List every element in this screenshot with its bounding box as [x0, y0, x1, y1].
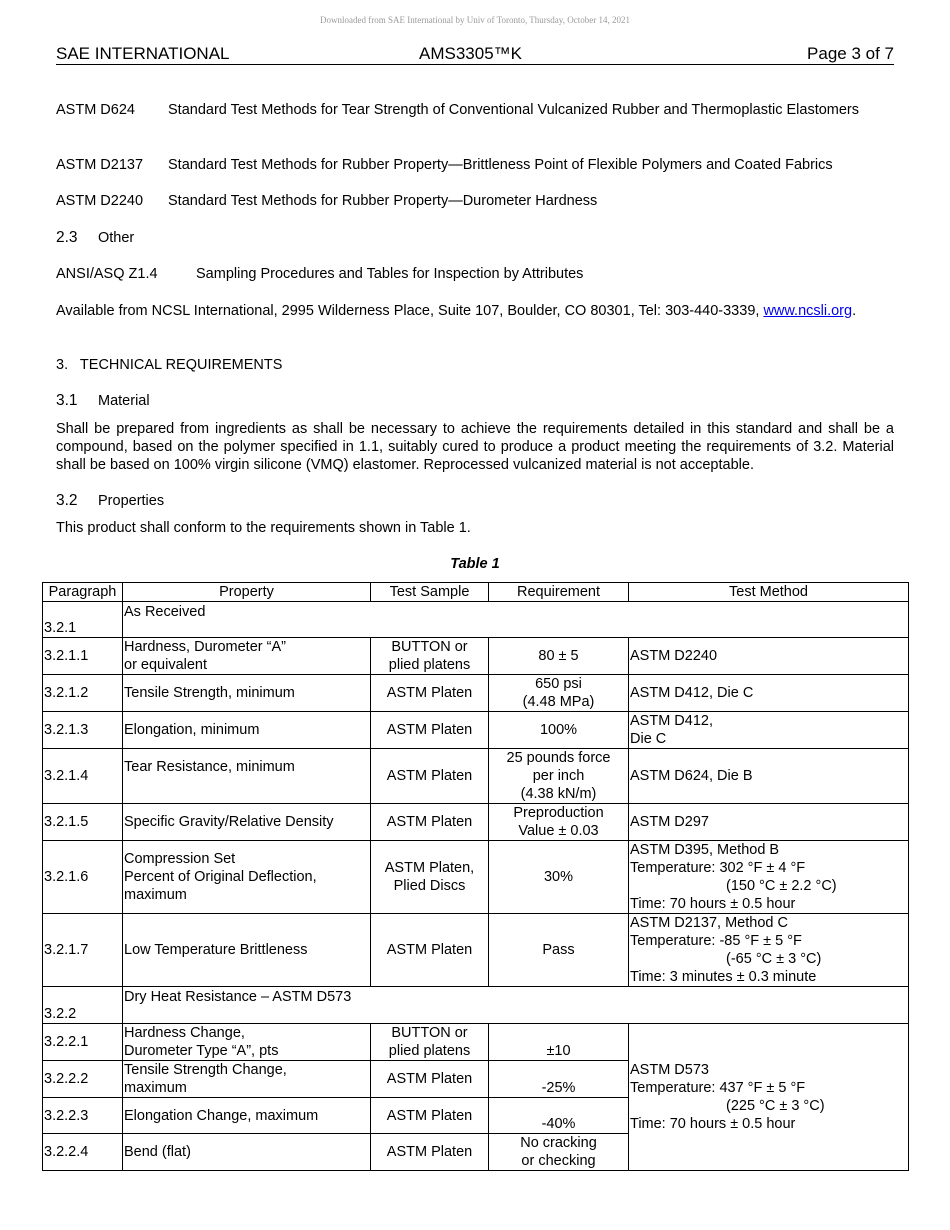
method-line: Temperature: 437 °F ± 5 °F — [630, 1080, 806, 1096]
paragraph-number: 3.2.1.6 — [43, 841, 123, 914]
property-cell: Bend (flat) — [123, 1134, 371, 1171]
method-cell: ASTM D412, Die C — [629, 675, 909, 712]
method-line: Temperature: -85 °F ± 5 °F — [630, 933, 802, 949]
method-line: (225 °C ± 3 °C) — [726, 1098, 825, 1114]
page-header — [56, 44, 894, 65]
reference-ansi-asq-z1-4 — [56, 265, 894, 283]
property-cell: Elongation Change, maximum — [123, 1098, 371, 1134]
method-line: (150 °C ± 2.2 °C) — [726, 878, 837, 894]
requirement-cell: 100% — [489, 712, 629, 749]
column-header-requirement: Requirement — [489, 583, 629, 602]
paragraph-number: 3.2.2.4 — [43, 1134, 123, 1171]
requirement-cell — [489, 749, 629, 804]
paragraph-number: 3.2.1 — [43, 602, 123, 638]
column-header-test-sample: Test Sample — [371, 583, 489, 602]
table-group-row-as-received — [43, 602, 909, 638]
paragraph-number: 3.2.1.5 — [43, 804, 123, 841]
method-line: ASTM D412, — [630, 713, 713, 729]
table-row — [43, 675, 909, 712]
material-paragraph: Shall be prepared from ingredients as shall be necessary to achieve the requirements detailed in this standard and shall be a compound, based on the polymer specified in 1.1, suitably cured to produce a product meeting the requirements of 3.2. Material shall be based on 100% virgin silicone (VMQ) elastomer. Reprocessed vulcanized material is not acceptable. — [56, 421, 894, 473]
requirement-cell — [489, 675, 629, 712]
property-line: Durometer Type “A”, pts — [124, 1043, 279, 1059]
requirement-line: or checking — [521, 1153, 596, 1169]
properties-paragraph: This product shall conform to the requirements shown in Table 1. — [56, 520, 471, 536]
column-header-paragraph: Paragraph — [43, 583, 123, 602]
property-cell — [123, 1061, 371, 1098]
sample-cell: ASTM Platen — [371, 914, 489, 987]
requirement-line: 25 pounds force — [506, 750, 611, 766]
sample-line: plied platens — [388, 657, 471, 673]
requirement-line: Value ± 0.03 — [518, 823, 599, 839]
section-title: 3. TECHNICAL REQUIREMENTS — [56, 357, 283, 373]
reference-code: ASTM D2137 — [56, 157, 144, 173]
table-row — [43, 1024, 909, 1061]
paragraph-number: 3.2.1.1 — [43, 638, 123, 675]
section-number: 2.3 — [56, 229, 78, 246]
property-line: maximum — [124, 887, 187, 903]
availability-text: Available from NCSL International, 2995 Wilderness Place, Suite 107, Boulder, CO 80301, Tel: 303-440-3339, — [56, 303, 764, 319]
requirement-cell: ±10 — [489, 1024, 629, 1061]
method-line: ASTM D2137, Method C — [630, 915, 788, 931]
reference-title: Standard Test Methods for Rubber Property—Brittleness Point of Flexible Polymers and Coated Fabrics — [168, 157, 833, 173]
sample-cell — [371, 638, 489, 675]
paragraph-number: 3.2.2.1 — [43, 1024, 123, 1061]
table-group-row-dry-heat — [43, 987, 909, 1024]
property-cell: Tensile Strength, minimum — [123, 675, 371, 712]
table-row — [43, 638, 909, 675]
sample-cell: ASTM Platen — [371, 804, 489, 841]
reference-title: Standard Test Methods for Tear Strength of Conventional Vulcanized Rubber and Thermoplastic Elastomers — [168, 102, 860, 118]
method-cell: ASTM D2240 — [629, 638, 909, 675]
sample-cell: ASTM Platen — [371, 749, 489, 804]
requirement-cell: 30% — [489, 841, 629, 914]
requirement-cell — [489, 1134, 629, 1171]
paragraph-number: 3.2.1.7 — [43, 914, 123, 987]
requirements-table — [42, 582, 909, 1171]
section-3-2-heading — [56, 492, 164, 510]
property-line: Hardness Change, — [124, 1025, 245, 1041]
download-watermark: Downloaded from SAE International by Univ of Toronto, Thursday, October 14, 2021 — [320, 15, 630, 25]
property-cell: Tear Resistance, minimum — [123, 749, 371, 804]
sample-cell — [371, 841, 489, 914]
header-doc-id: AMS3305™K — [419, 44, 522, 63]
requirement-line: Preproduction — [513, 805, 604, 821]
sample-cell — [371, 1024, 489, 1061]
sample-line: BUTTON or — [391, 639, 468, 655]
table-row — [43, 914, 909, 987]
method-cell: ASTM D297 — [629, 804, 909, 841]
sample-line: Plied Discs — [393, 878, 466, 894]
group-title: Dry Heat Resistance – ASTM D573 — [123, 987, 909, 1024]
requirement-cell: 80 ± 5 — [489, 638, 629, 675]
section-3-heading — [56, 356, 282, 374]
reference-astm-d2137 — [56, 156, 894, 174]
property-cell — [123, 638, 371, 675]
table-row — [43, 841, 909, 914]
table-row — [43, 749, 909, 804]
paragraph-number: 3.2.2.2 — [43, 1061, 123, 1098]
ncsli-link[interactable]: www.ncsli.org — [763, 303, 853, 319]
method-line: Time: 70 hours ± 0.5 hour — [630, 1116, 796, 1132]
requirement-line: (4.38 kN/m) — [520, 786, 597, 802]
property-line: or equivalent — [124, 657, 208, 673]
paragraph-number: 3.2.1.3 — [43, 712, 123, 749]
section-title: Other — [98, 230, 135, 246]
section-title: Properties — [98, 493, 165, 509]
paragraph-number: 3.2.2 — [43, 987, 123, 1024]
method-line: Temperature: 302 °F ± 4 °F — [630, 860, 806, 876]
sample-cell: ASTM Platen — [371, 712, 489, 749]
group-title: As Received — [123, 602, 909, 638]
requirement-line: No cracking — [520, 1135, 597, 1151]
reference-title: Standard Test Methods for Rubber Property—Durometer Hardness — [168, 193, 598, 209]
reference-code: ASTM D2240 — [56, 193, 144, 209]
header-org: SAE INTERNATIONAL — [56, 44, 230, 63]
sample-cell: ASTM Platen — [371, 1134, 489, 1171]
sample-line: BUTTON or — [391, 1025, 468, 1041]
sample-cell: ASTM Platen — [371, 675, 489, 712]
section-number: 3.1 — [56, 392, 78, 409]
property-line: Tensile Strength Change, — [124, 1062, 287, 1078]
property-line: Percent of Original Deflection, — [124, 869, 317, 885]
table-header-row — [43, 583, 909, 602]
table-caption: Table 1 — [450, 556, 500, 572]
sample-line: plied platens — [388, 1043, 471, 1059]
requirement-cell: Pass — [489, 914, 629, 987]
header-page-number: Page 3 of 7 — [807, 44, 894, 63]
property-cell: Elongation, minimum — [123, 712, 371, 749]
availability-end: . — [852, 303, 857, 319]
property-cell — [123, 841, 371, 914]
property-cell: Low Temperature Brittleness — [123, 914, 371, 987]
method-line: ASTM D573 — [630, 1062, 709, 1078]
column-header-property: Property — [123, 583, 371, 602]
requirement-cell: -25% — [489, 1061, 629, 1098]
sample-cell: ASTM Platen — [371, 1061, 489, 1098]
method-line: Die C — [630, 731, 667, 747]
property-cell — [123, 1024, 371, 1061]
reference-astm-d2240 — [56, 192, 894, 210]
column-header-test-method: Test Method — [629, 583, 909, 602]
dry-heat-method-cell — [629, 1024, 909, 1171]
reference-astm-d624 — [56, 101, 894, 119]
requirement-line: (4.48 MPa) — [522, 694, 595, 710]
method-cell: ASTM D624, Die B — [629, 749, 909, 804]
reference-code: ASTM D624 — [56, 102, 135, 118]
method-cell — [629, 841, 909, 914]
section-2-3-heading — [56, 229, 134, 247]
property-line: Compression Set — [124, 851, 236, 867]
section-number: 3.2 — [56, 492, 78, 509]
sample-cell: ASTM Platen — [371, 1098, 489, 1134]
ncsl-availability-text — [56, 302, 894, 320]
property-cell: Specific Gravity/Relative Density — [123, 804, 371, 841]
method-cell — [629, 914, 909, 987]
method-line: Time: 3 minutes ± 0.3 minute — [630, 969, 817, 985]
method-line: Time: 70 hours ± 0.5 hour — [630, 896, 796, 912]
method-line: ASTM D395, Method B — [630, 842, 780, 858]
property-line: maximum — [124, 1080, 187, 1096]
reference-code: ANSI/ASQ Z1.4 — [56, 266, 158, 282]
reference-title: Sampling Procedures and Tables for Inspection by Attributes — [196, 266, 584, 282]
paragraph-number: 3.2.2.3 — [43, 1098, 123, 1134]
method-line: (-65 °C ± 3 °C) — [726, 951, 822, 967]
table-row — [43, 804, 909, 841]
method-cell — [629, 712, 909, 749]
section-3-1-heading — [56, 392, 150, 410]
table-row — [43, 712, 909, 749]
section-title: Material — [98, 393, 150, 409]
sample-line: ASTM Platen, — [384, 860, 475, 876]
paragraph-number: 3.2.1.2 — [43, 675, 123, 712]
requirement-line: 650 psi — [535, 676, 582, 692]
requirement-cell: -40% — [489, 1098, 629, 1134]
paragraph-number: 3.2.1.4 — [43, 749, 123, 804]
property-line: Hardness, Durometer “A” — [124, 639, 286, 655]
requirement-line: per inch — [532, 768, 585, 784]
requirement-cell — [489, 804, 629, 841]
